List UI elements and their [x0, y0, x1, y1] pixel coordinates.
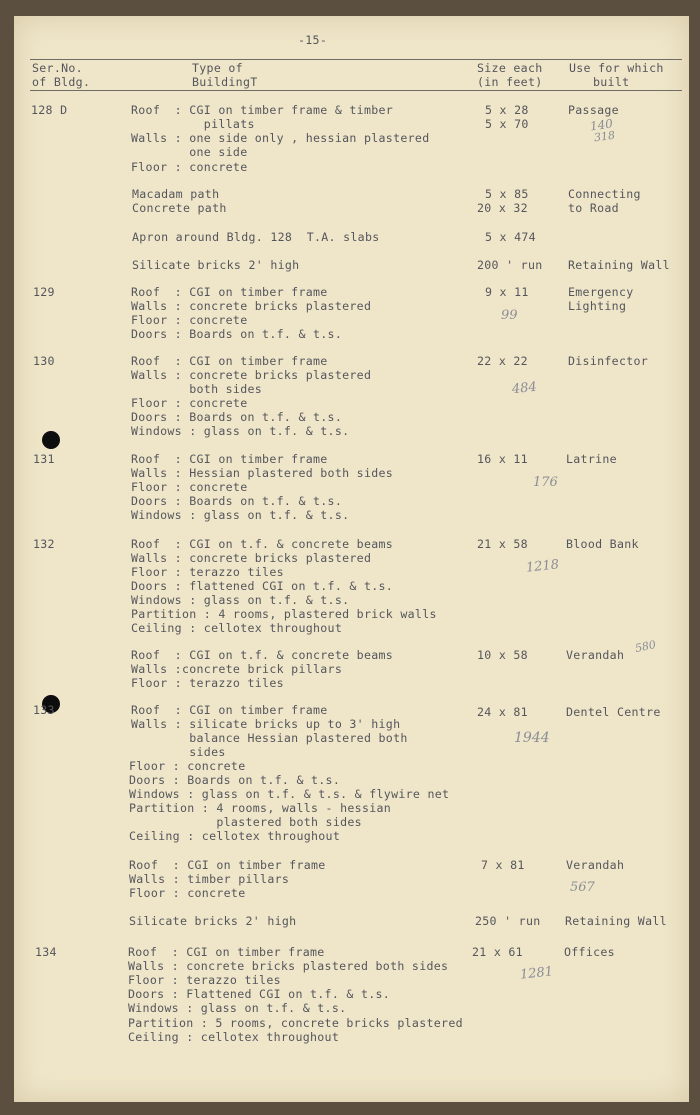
type-cell: Floor : terazzo tiles [128, 973, 281, 987]
type-cell: Silicate bricks 2' high [129, 914, 297, 928]
type-cell: Walls :concrete brick pillars [131, 662, 343, 676]
type-cell: Ceiling : cellotex throughout [128, 1030, 340, 1044]
use-cell: Lighting [568, 299, 627, 313]
type-cell: Partition : 4 rooms, walls - hessian [129, 801, 392, 815]
page-number: -15- [298, 33, 328, 47]
ser-no-cell: 133 [33, 703, 55, 717]
type-cell: Walls : concrete bricks plastered both sides [128, 959, 449, 973]
use-cell: to Road [568, 201, 619, 215]
type-cell: Roof : CGI on timber frame [131, 354, 328, 368]
handwritten-note: 1944 [514, 730, 550, 746]
type-cell: Concrete path [132, 201, 227, 215]
type-cell: Macadam path [132, 187, 220, 201]
type-cell: Ceiling : cellotex throughout [129, 829, 341, 843]
type-cell: Floor : concrete [131, 160, 248, 174]
handwritten-note: 484 [511, 379, 538, 398]
type-cell: Windows : glass on t.f. & t.s. [128, 1001, 347, 1015]
type-cell: Floor : terazzo tiles [131, 565, 284, 579]
punch-hole-top [42, 431, 60, 449]
type-cell: pillats [131, 117, 255, 131]
header-built: built [593, 75, 630, 89]
type-cell: Floor : concrete [129, 759, 246, 773]
type-cell: Partition : 5 rooms, concrete bricks plastered [128, 1016, 463, 1030]
use-cell: Retaining Wall [565, 914, 667, 928]
type-cell: sides [131, 745, 226, 759]
size-cell: 5 x 70 [485, 117, 529, 131]
type-cell: Roof : CGI on timber frame [129, 858, 326, 872]
type-cell: Silicate bricks 2' high [132, 258, 300, 272]
size-cell: 21 x 61 [472, 945, 523, 959]
type-cell: Walls : one side only , hessian plastered [131, 131, 430, 145]
header-in-feet: (in feet) [477, 75, 543, 89]
type-cell: Floor : concrete [131, 313, 248, 327]
handwritten-note: 580 [633, 637, 658, 656]
type-cell: Partition : 4 rooms, plastered brick walls [131, 607, 437, 621]
size-cell: 5 x 28 [485, 103, 529, 117]
type-cell: Walls : silicate bricks up to 3' high [131, 717, 401, 731]
use-cell: Offices [564, 945, 615, 959]
header-of-bldg: of Bldg. [32, 75, 91, 89]
use-cell: Disinfector [568, 354, 649, 368]
size-cell: 7 x 81 [481, 858, 525, 872]
type-cell: balance Hessian plastered both [131, 731, 408, 745]
header-type-of: Type of [192, 61, 243, 75]
size-cell: 250 ' run [475, 914, 541, 928]
use-cell: Blood Bank [566, 537, 639, 551]
type-cell: Doors : Boards on t.f. & t.s. [129, 773, 341, 787]
size-cell: 16 x 11 [477, 452, 528, 466]
type-cell: Windows : glass on t.f. & t.s. [131, 508, 350, 522]
type-cell: Walls : concrete bricks plastered [131, 368, 372, 382]
type-cell: Walls : concrete bricks plastered [131, 299, 372, 313]
handwritten-note: 318 [593, 128, 616, 145]
handwritten-note: 1218 [525, 557, 560, 576]
type-cell: Floor : terazzo tiles [131, 676, 284, 690]
use-cell: Retaining Wall [568, 258, 670, 272]
ser-no-cell: 130 [33, 354, 55, 368]
type-cell: Roof : CGI on timber frame [131, 452, 328, 466]
ser-no-cell: 131 [33, 452, 55, 466]
size-cell: 5 x 85 [485, 187, 529, 201]
type-cell: Roof : CGI on timber frame [131, 285, 328, 299]
type-cell: Doors : Flattened CGI on t.f. & t.s. [128, 987, 391, 1001]
use-cell: Passage [568, 103, 619, 117]
size-cell: 9 x 11 [485, 285, 529, 299]
use-cell: Emergency [568, 285, 634, 299]
use-cell: Dentel Centre [566, 705, 661, 719]
ser-no-cell: 132 [33, 537, 55, 551]
header-rule-bottom [30, 90, 682, 91]
type-cell: Roof : CGI on timber frame [131, 703, 328, 717]
size-cell: 21 x 58 [477, 537, 528, 551]
ser-no-cell: 134 [35, 945, 57, 959]
header-building: BuildingT [192, 75, 258, 89]
ser-no-cell: 129 [33, 285, 55, 299]
type-cell: Walls : timber pillars [129, 872, 290, 886]
type-cell: Floor : concrete [131, 480, 248, 494]
handwritten-note: 176 [533, 475, 558, 490]
type-cell: Doors : flattened CGI on t.f. & t.s. [131, 579, 394, 593]
type-cell: Floor : concrete [131, 396, 248, 410]
header-rule-top [30, 59, 682, 60]
type-cell: Doors : Boards on t.f. & t.s. [131, 494, 343, 508]
type-cell: Roof : CGI on t.f. & concrete beams [131, 648, 394, 662]
type-cell: Windows : glass on t.f. & t.s. & flywire net [129, 787, 450, 801]
type-cell: Walls : Hessian plastered both sides [131, 466, 394, 480]
use-cell: Connecting [568, 187, 641, 201]
use-cell: Verandah [566, 858, 625, 872]
type-cell: plastered both sides [129, 815, 362, 829]
handwritten-note: 99 [501, 308, 518, 323]
type-cell: Apron around Bldg. 128 T.A. slabs [132, 230, 380, 244]
size-cell: 200 ' run [477, 258, 543, 272]
header-ser-no: Ser.No. [32, 61, 83, 75]
type-cell: Ceiling : cellotex throughout [131, 621, 343, 635]
use-cell: Latrine [566, 452, 617, 466]
size-cell: 22 x 22 [477, 354, 528, 368]
size-cell: 10 x 58 [477, 648, 528, 662]
header-use-for: Use for which [569, 61, 664, 75]
type-cell: Windows : glass on t.f. & t.s. [131, 593, 350, 607]
type-cell: one side [131, 145, 248, 159]
size-cell: 20 x 32 [477, 201, 528, 215]
type-cell: both sides [131, 382, 263, 396]
type-cell: Walls : concrete bricks plastered [131, 551, 372, 565]
type-cell: Doors : Boards on t.f. & t.s. [131, 327, 343, 341]
type-cell: Roof : CGI on timber frame & timber [131, 103, 394, 117]
type-cell: Roof : CGI on t.f. & concrete beams [131, 537, 394, 551]
handwritten-note: 140 [589, 116, 614, 134]
ser-no-cell: 128 D [31, 103, 68, 117]
type-cell: Doors : Boards on t.f. & t.s. [131, 410, 343, 424]
type-cell: Floor : concrete [129, 886, 246, 900]
size-cell: 5 x 474 [485, 230, 536, 244]
type-cell: Roof : CGI on timber frame [128, 945, 325, 959]
header-size-each: Size each [477, 61, 543, 75]
handwritten-note: 1281 [519, 964, 554, 983]
handwritten-note: 567 [570, 880, 595, 895]
size-cell: 24 x 81 [477, 705, 528, 719]
use-cell: Verandah [566, 648, 625, 662]
type-cell: Windows : glass on t.f. & t.s. [131, 424, 350, 438]
